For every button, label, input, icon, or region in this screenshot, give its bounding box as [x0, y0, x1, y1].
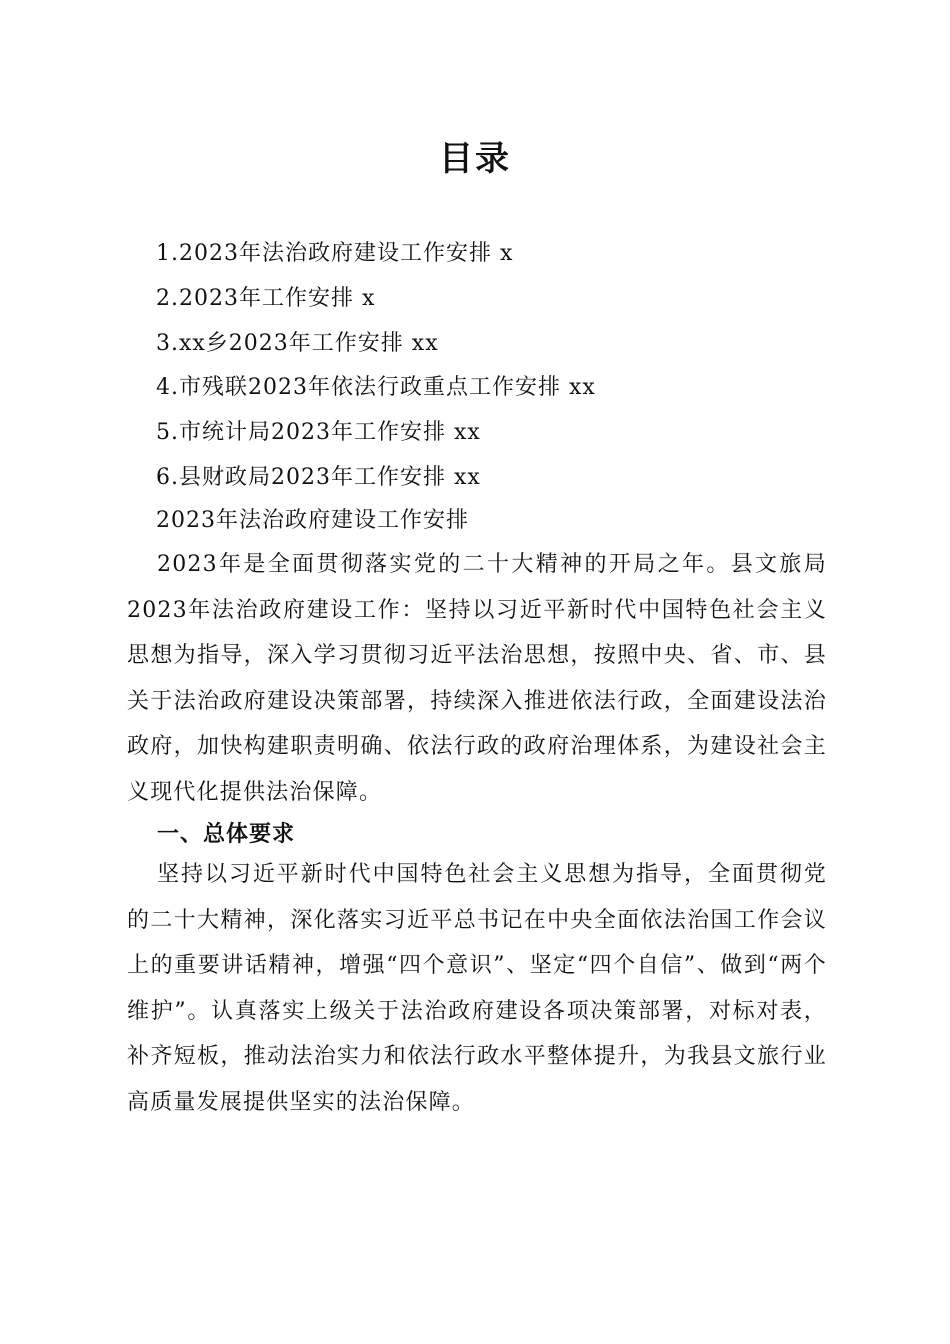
toc-item-1: 1.2023年法治政府建设工作安排 x [156, 241, 514, 266]
toc-item-4: 4.市残联2023年依法行政重点工作安排 xx [156, 375, 596, 401]
intro-paragraph: 2023年是全面贯彻落实党的二十大精神的开局之年。县文旅局2023年法治政府建设工作：坚持以习近平新时代中国特色社会主义思想为指导，深入学习贯彻习近平法治思想，按照中央、省、市、县关于法治政府建设决策部署，持续深入推进依法行政，全面建设法治政府，加快构建职责明确、依法行政的政府治理体系，为建设社会主义现代化提供法治保障。 [127, 552, 827, 805]
section-paragraph: 坚持以习近平新时代中国特色社会主义思想为指导，全面贯彻党的二十大精神，深化落实习近平总书记在中央全面依法治国工作会议上的重要讲话精神，增强“四个意识”、坚定“四个自信”、做到“两个维护”。认真落实上级关于法治政府建设各项决策部署，对标对表，补齐短板，推动法治实力和依法行政水平整体提升，为我县文旅行业高质量发展提供坚实的法治保障。 [127, 862, 827, 1115]
toc-item-3: 3.xx乡2023年工作安排 xx [156, 330, 439, 356]
toc-item-2: 2.2023年工作安排 x [156, 285, 376, 311]
section-heading: 一、总体要求 [157, 822, 296, 847]
table-of-contents [156, 232, 596, 501]
toc-item-6: 6.县财政局2023年工作安排 xx [156, 464, 481, 490]
requirements-section [127, 852, 827, 1125]
toc-item-5: 5.市统计局2023年工作安排 xx [156, 420, 481, 446]
page-title: 目录 [439, 139, 511, 179]
intro-section [127, 542, 827, 815]
document-subtitle: 2023年法治政府建设工作安排 [156, 508, 469, 533]
